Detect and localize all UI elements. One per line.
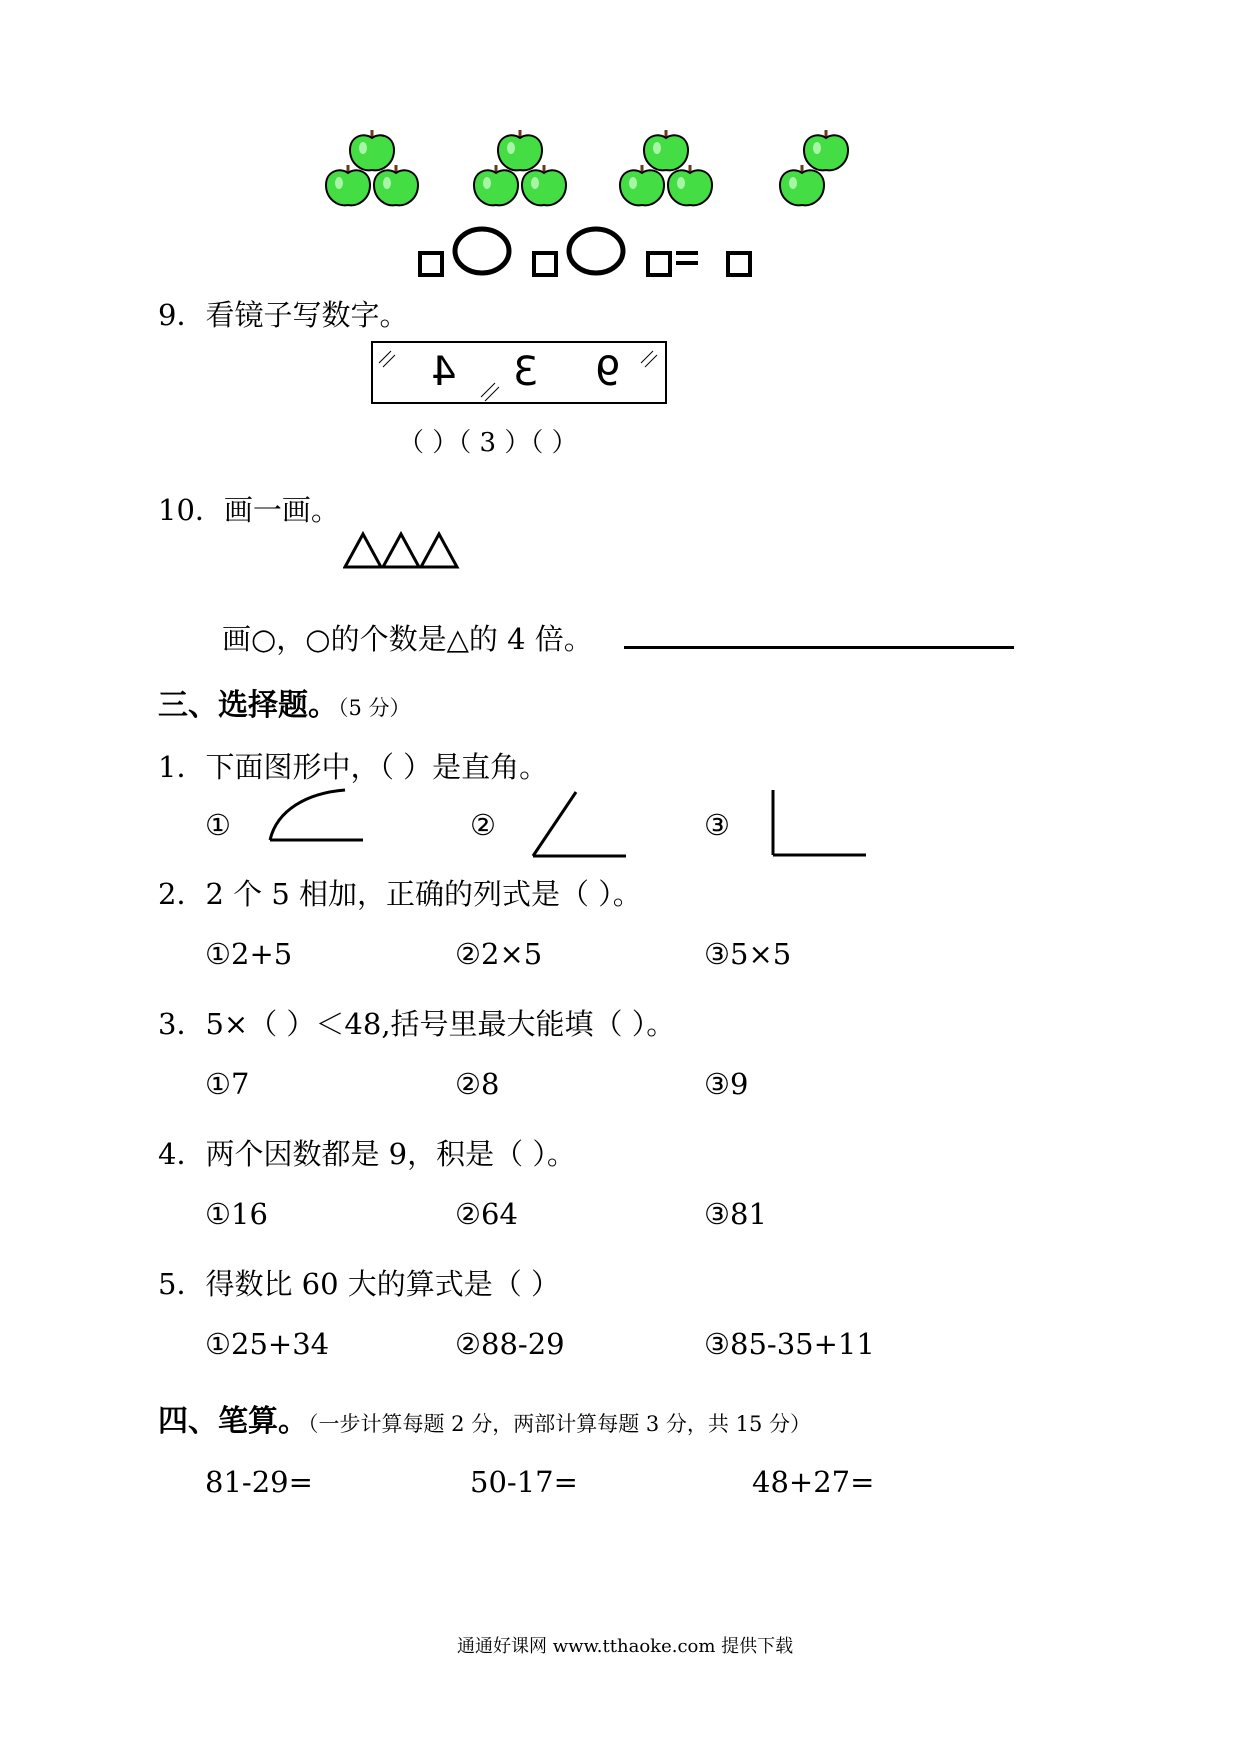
apples-illustration bbox=[320, 125, 880, 210]
s3-q1-option[interactable]: ③ bbox=[704, 808, 730, 842]
equation-square-blank bbox=[420, 253, 442, 275]
equation-blanks bbox=[418, 225, 758, 280]
s3-q2: 2．2 个 5 相加，正确的列式是（ ）。 bbox=[158, 877, 642, 911]
s3-q3-option[interactable]: ②8 bbox=[455, 1067, 500, 1101]
s3-q4-option[interactable]: ③81 bbox=[704, 1197, 767, 1231]
s3-q1-option[interactable]: ② bbox=[470, 808, 496, 842]
section3-score: （5 分） bbox=[338, 696, 411, 720]
acute-angle-figure bbox=[530, 788, 630, 864]
apple-group-2 bbox=[474, 130, 566, 205]
s3-q1: 1．下面图形中，（ ）是直角。 bbox=[158, 750, 549, 784]
mirror-digit: 3 bbox=[513, 349, 539, 395]
s3-q4-option[interactable]: ①16 bbox=[205, 1197, 268, 1231]
s3-q2-option[interactable]: ②2×5 bbox=[455, 937, 543, 971]
section4-score: （一步计算每题 2 分，两部计算每题 3 分，共 15 分） bbox=[308, 1412, 811, 1436]
equation-square-blank bbox=[728, 253, 750, 275]
apple-group-1 bbox=[326, 130, 418, 205]
s3-q3: 3．5×（ ）＜48,括号里最大能填（ ）。 bbox=[158, 1007, 676, 1041]
calc-problem: 50-17= bbox=[470, 1465, 578, 1499]
equation-circle-blank bbox=[569, 229, 623, 273]
answer-blank[interactable]: （ ） bbox=[530, 428, 578, 458]
mirror-digit: 9 bbox=[595, 349, 621, 395]
equation-circle-blank bbox=[455, 229, 509, 273]
q9-title: 9．看镜子写数字。 bbox=[158, 298, 409, 332]
equation-square-blank bbox=[648, 253, 670, 275]
answer-blank[interactable]: （ 3 ） bbox=[458, 428, 531, 458]
s3-q4: 4．两个因数都是 9，积是（ ）。 bbox=[158, 1137, 576, 1171]
s3-q2-option[interactable]: ③5×5 bbox=[704, 937, 792, 971]
section3-heading: 三、选择题。（5 分） bbox=[158, 688, 411, 723]
s3-q4-option[interactable]: ②64 bbox=[455, 1197, 518, 1231]
s3-q2-option[interactable]: ①2+5 bbox=[205, 937, 293, 971]
triangle-shape bbox=[421, 534, 457, 567]
apple-group-3 bbox=[620, 130, 712, 205]
answer-blank[interactable]: （ ） bbox=[398, 428, 459, 458]
q10-instruction: 画○，○的个数是△的 4 倍。 bbox=[222, 622, 593, 656]
q10-title: 10．画一画。 bbox=[158, 493, 340, 527]
s3-q5-option[interactable]: ①25+34 bbox=[205, 1327, 330, 1361]
calc-problem: 48+27= bbox=[752, 1465, 875, 1499]
s3-q3-option[interactable]: ①7 bbox=[205, 1067, 250, 1101]
triangles-figure bbox=[343, 530, 461, 574]
triangle-shape bbox=[383, 534, 419, 567]
curved-angle-figure bbox=[267, 785, 367, 849]
triangle-shape bbox=[345, 534, 381, 567]
s3-q5-option[interactable]: ②88-29 bbox=[455, 1327, 565, 1361]
footer-text: 通通好课网 www.tthaoke.com 提供下载 bbox=[457, 1636, 794, 1657]
section4-heading: 四、笔算。（一步计算每题 2 分，两部计算每题 3 分，共 15 分） bbox=[158, 1404, 811, 1439]
mirror-digit: 4 bbox=[431, 349, 457, 395]
equation-square-blank bbox=[534, 253, 556, 275]
drawing-answer-line[interactable] bbox=[624, 646, 1014, 649]
q9-answers bbox=[398, 422, 578, 459]
s3-q3-option[interactable]: ③9 bbox=[704, 1067, 749, 1101]
s3-q5-option[interactable]: ③85-35+11 bbox=[704, 1327, 875, 1361]
s3-q1-option[interactable]: ① bbox=[205, 808, 231, 842]
calc-problem: 81-29= bbox=[205, 1465, 313, 1499]
right-angle-figure bbox=[770, 788, 870, 864]
s3-q5: 5．得数比 60 大的算式是（ ） bbox=[158, 1267, 561, 1301]
mirror-box bbox=[371, 341, 667, 404]
apple-group-4 bbox=[780, 130, 848, 205]
